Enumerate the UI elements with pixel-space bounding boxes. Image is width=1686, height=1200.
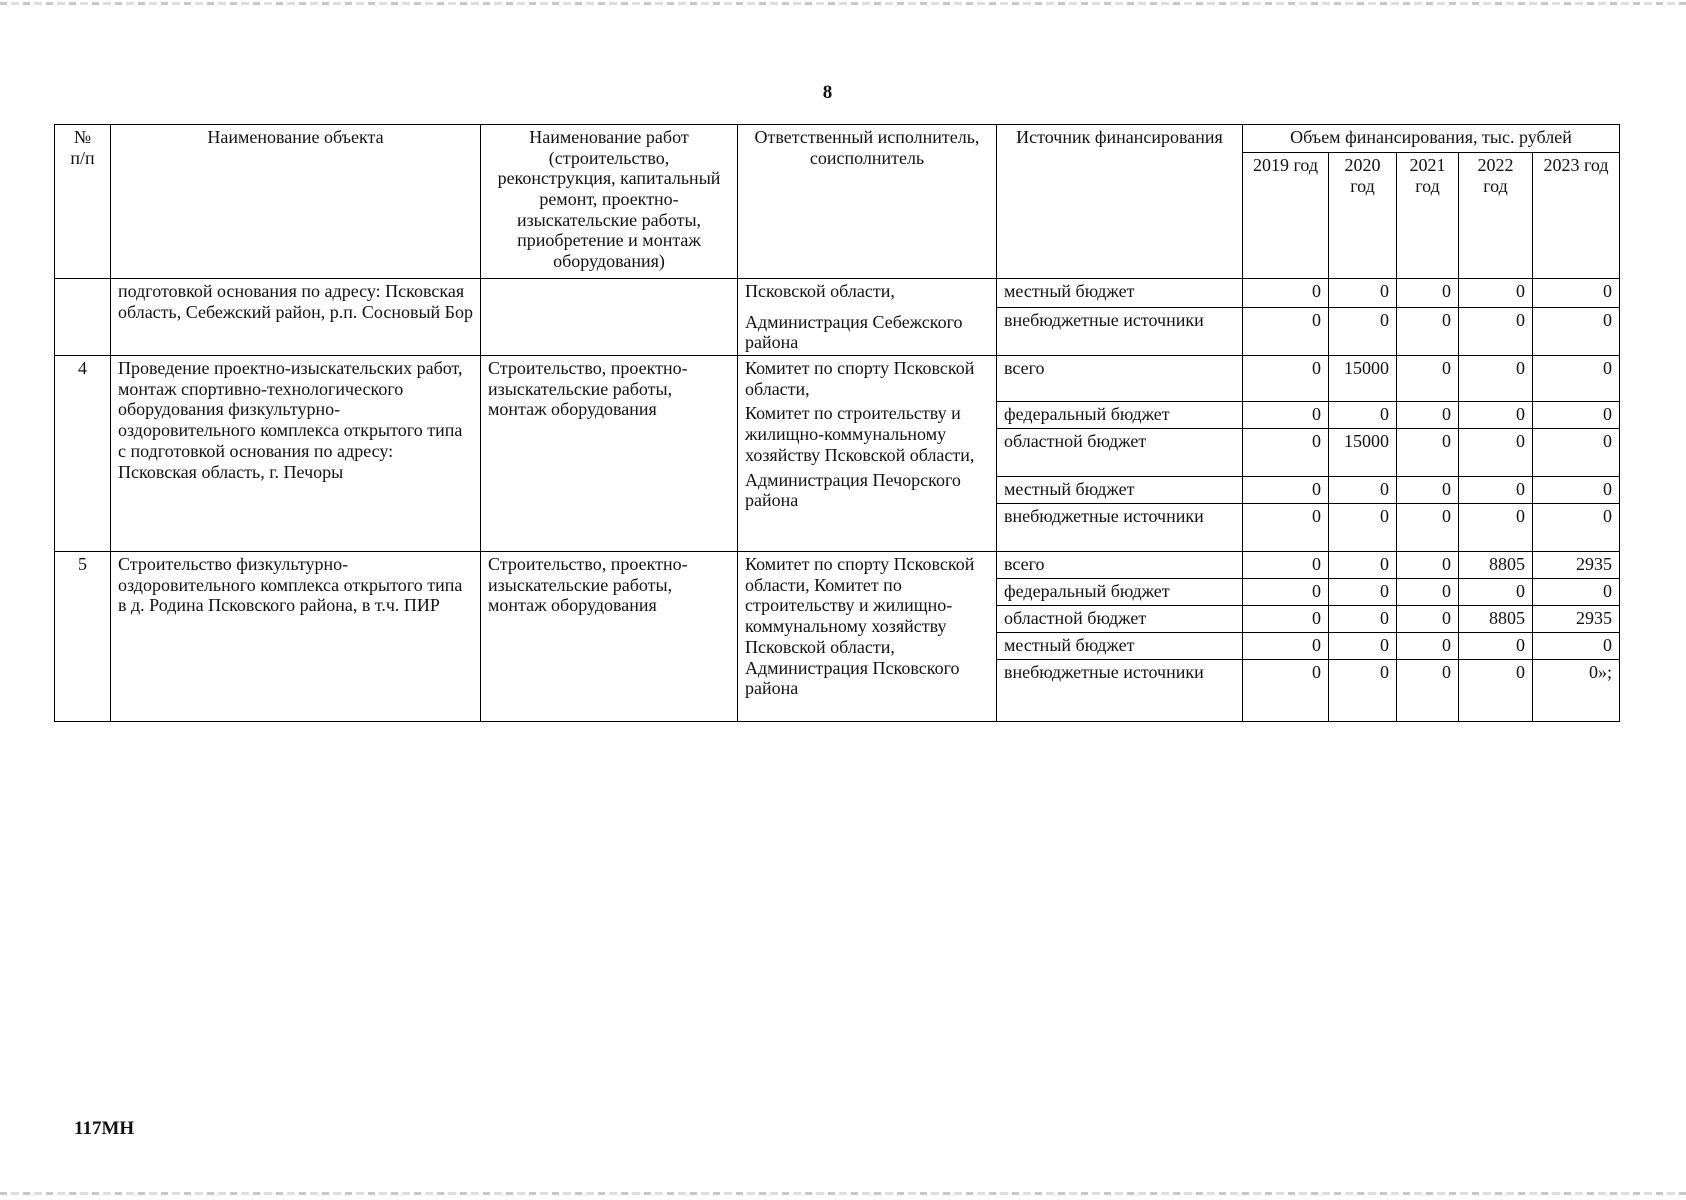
value-cell: 0	[1329, 307, 1397, 355]
table-row	[55, 356, 1620, 402]
value-cell: 0	[1329, 660, 1397, 722]
value-cell: 0	[1533, 477, 1620, 504]
responsible-part: Комитет по строительству и жилищно-коммунальному хозяйству Псковской области,	[745, 403, 975, 465]
value-cell: 0	[1397, 633, 1459, 660]
value-cell: 0	[1243, 279, 1329, 308]
row-responsible	[738, 356, 997, 552]
value-cell: 0	[1397, 579, 1459, 606]
table-row	[55, 552, 1620, 579]
header-works: Наименование работ (строительство, реконструкция, капитальный ремонт, проектно-изыскательские работы, приобретение и монтаж оборудования)	[481, 125, 738, 279]
value-cell: 0	[1329, 606, 1397, 633]
value-cell: 0	[1243, 356, 1329, 402]
value-cell: 0	[1243, 307, 1329, 355]
row-object: Проведение проектно-изыскательских работ, монтаж спортивно-технологического оборудования физкультурно-оздоровительного комплекса открытого типа с подготовкой основания по адресу: Псковская область, г. Печоры	[111, 356, 481, 552]
value-cell: 2935	[1533, 606, 1620, 633]
value-cell: 0	[1397, 429, 1459, 477]
header-num: № п/п	[55, 125, 111, 279]
value-cell: 0	[1329, 633, 1397, 660]
value-cell: 0»;	[1533, 660, 1620, 722]
source-name: внебюджетные источники	[997, 307, 1243, 355]
value-cell: 8805	[1459, 552, 1533, 579]
header-source: Источник финансирования	[997, 125, 1243, 279]
document-code: 117МН	[74, 1118, 135, 1139]
value-cell: 0	[1533, 307, 1620, 355]
source-name: областной бюджет	[997, 429, 1243, 477]
value-cell: 0	[1459, 504, 1533, 552]
scan-edge-bottom	[0, 1192, 1686, 1195]
value-cell: 0	[1533, 279, 1620, 308]
value-cell: 2935	[1533, 552, 1620, 579]
header-year-2023: 2023 год	[1533, 153, 1620, 279]
header-year-2020: 2020 год	[1329, 153, 1397, 279]
value-cell: 0	[1243, 579, 1329, 606]
value-cell: 0	[1329, 477, 1397, 504]
row-num: 5	[55, 552, 111, 722]
page-number: 8	[822, 82, 833, 103]
value-cell: 0	[1329, 579, 1397, 606]
value-cell: 8805	[1459, 606, 1533, 633]
value-cell: 0	[1243, 633, 1329, 660]
header-year-2021: 2021 год	[1397, 153, 1459, 279]
value-cell: 0	[1459, 279, 1533, 308]
responsible-part: Администрация Печорского района	[745, 469, 961, 511]
value-cell: 0	[1397, 477, 1459, 504]
value-cell: 0	[1533, 356, 1620, 402]
value-cell: 0	[1243, 606, 1329, 633]
value-cell: 0	[1243, 504, 1329, 552]
value-cell: 0	[1533, 579, 1620, 606]
source-name: местный бюджет	[997, 477, 1243, 504]
responsible-part: Администрация Себежского района	[745, 311, 963, 353]
value-cell: 15000	[1329, 356, 1397, 402]
row-works	[481, 279, 738, 356]
row-num: 4	[55, 356, 111, 552]
source-name: всего	[997, 356, 1243, 402]
source-name: всего	[997, 552, 1243, 579]
value-cell: 15000	[1329, 429, 1397, 477]
row-responsible: Комитет по спорту Псковской области, Комитет по строительству и жилищно-коммунальному хозяйству Псковской области, Администрация Псковского района	[738, 552, 997, 722]
row-works: Строительство, проектно-изыскательские работы, монтаж оборудования	[481, 356, 738, 552]
value-cell: 0	[1243, 552, 1329, 579]
value-cell: 0	[1397, 660, 1459, 722]
row-responsible	[738, 279, 997, 356]
value-cell: 0	[1459, 356, 1533, 402]
value-cell: 0	[1243, 660, 1329, 722]
row-num	[55, 279, 111, 356]
value-cell: 0	[1397, 402, 1459, 429]
value-cell: 0	[1329, 402, 1397, 429]
row-object: подготовкой основания по адресу: Псковская область, Себежский район, р.п. Сосновый Бор	[111, 279, 481, 356]
source-name: местный бюджет	[997, 279, 1243, 308]
value-cell: 0	[1533, 429, 1620, 477]
financing-table	[54, 124, 1620, 722]
value-cell: 0	[1329, 552, 1397, 579]
value-cell: 0	[1459, 429, 1533, 477]
value-cell: 0	[1397, 606, 1459, 633]
header-responsible: Ответственный исполнитель, соисполнитель	[738, 125, 997, 279]
value-cell: 0	[1243, 429, 1329, 477]
source-name: местный бюджет	[997, 633, 1243, 660]
value-cell: 0	[1459, 633, 1533, 660]
source-name: внебюджетные источники	[997, 504, 1243, 552]
header-year-2022: 2022 год	[1459, 153, 1533, 279]
value-cell: 0	[1459, 307, 1533, 355]
source-name: внебюджетные источники	[997, 660, 1243, 722]
value-cell: 0	[1397, 552, 1459, 579]
header-volume: Объем финансирования, тыс. рублей	[1243, 125, 1620, 153]
value-cell: 0	[1397, 356, 1459, 402]
value-cell: 0	[1397, 307, 1459, 355]
value-cell: 0	[1397, 279, 1459, 308]
responsible-part: Псковской области,	[745, 281, 895, 301]
value-cell: 0	[1459, 477, 1533, 504]
value-cell: 0	[1459, 402, 1533, 429]
source-name: областной бюджет	[997, 606, 1243, 633]
value-cell: 0	[1459, 660, 1533, 722]
row-object: Строительство физкультурно-оздоровительного комплекса открытого типа в д. Родина Псковского района, в т.ч. ПИР	[111, 552, 481, 722]
header-object: Наименование объекта	[111, 125, 481, 279]
responsible-part: Комитет по спорту Псковской области,	[745, 358, 975, 399]
value-cell: 0	[1329, 279, 1397, 308]
scan-edge-top	[0, 2, 1686, 5]
value-cell: 0	[1533, 504, 1620, 552]
value-cell: 0	[1533, 402, 1620, 429]
source-name: федеральный бюджет	[997, 579, 1243, 606]
source-name: федеральный бюджет	[997, 402, 1243, 429]
header-year-2019: 2019 год	[1243, 153, 1329, 279]
value-cell: 0	[1243, 477, 1329, 504]
value-cell: 0	[1533, 633, 1620, 660]
table-row	[55, 279, 1620, 308]
row-works: Строительство, проектно-изыскательские работы, монтаж оборудования	[481, 552, 738, 722]
value-cell: 0	[1397, 504, 1459, 552]
value-cell: 0	[1329, 504, 1397, 552]
value-cell: 0	[1243, 402, 1329, 429]
value-cell: 0	[1459, 579, 1533, 606]
